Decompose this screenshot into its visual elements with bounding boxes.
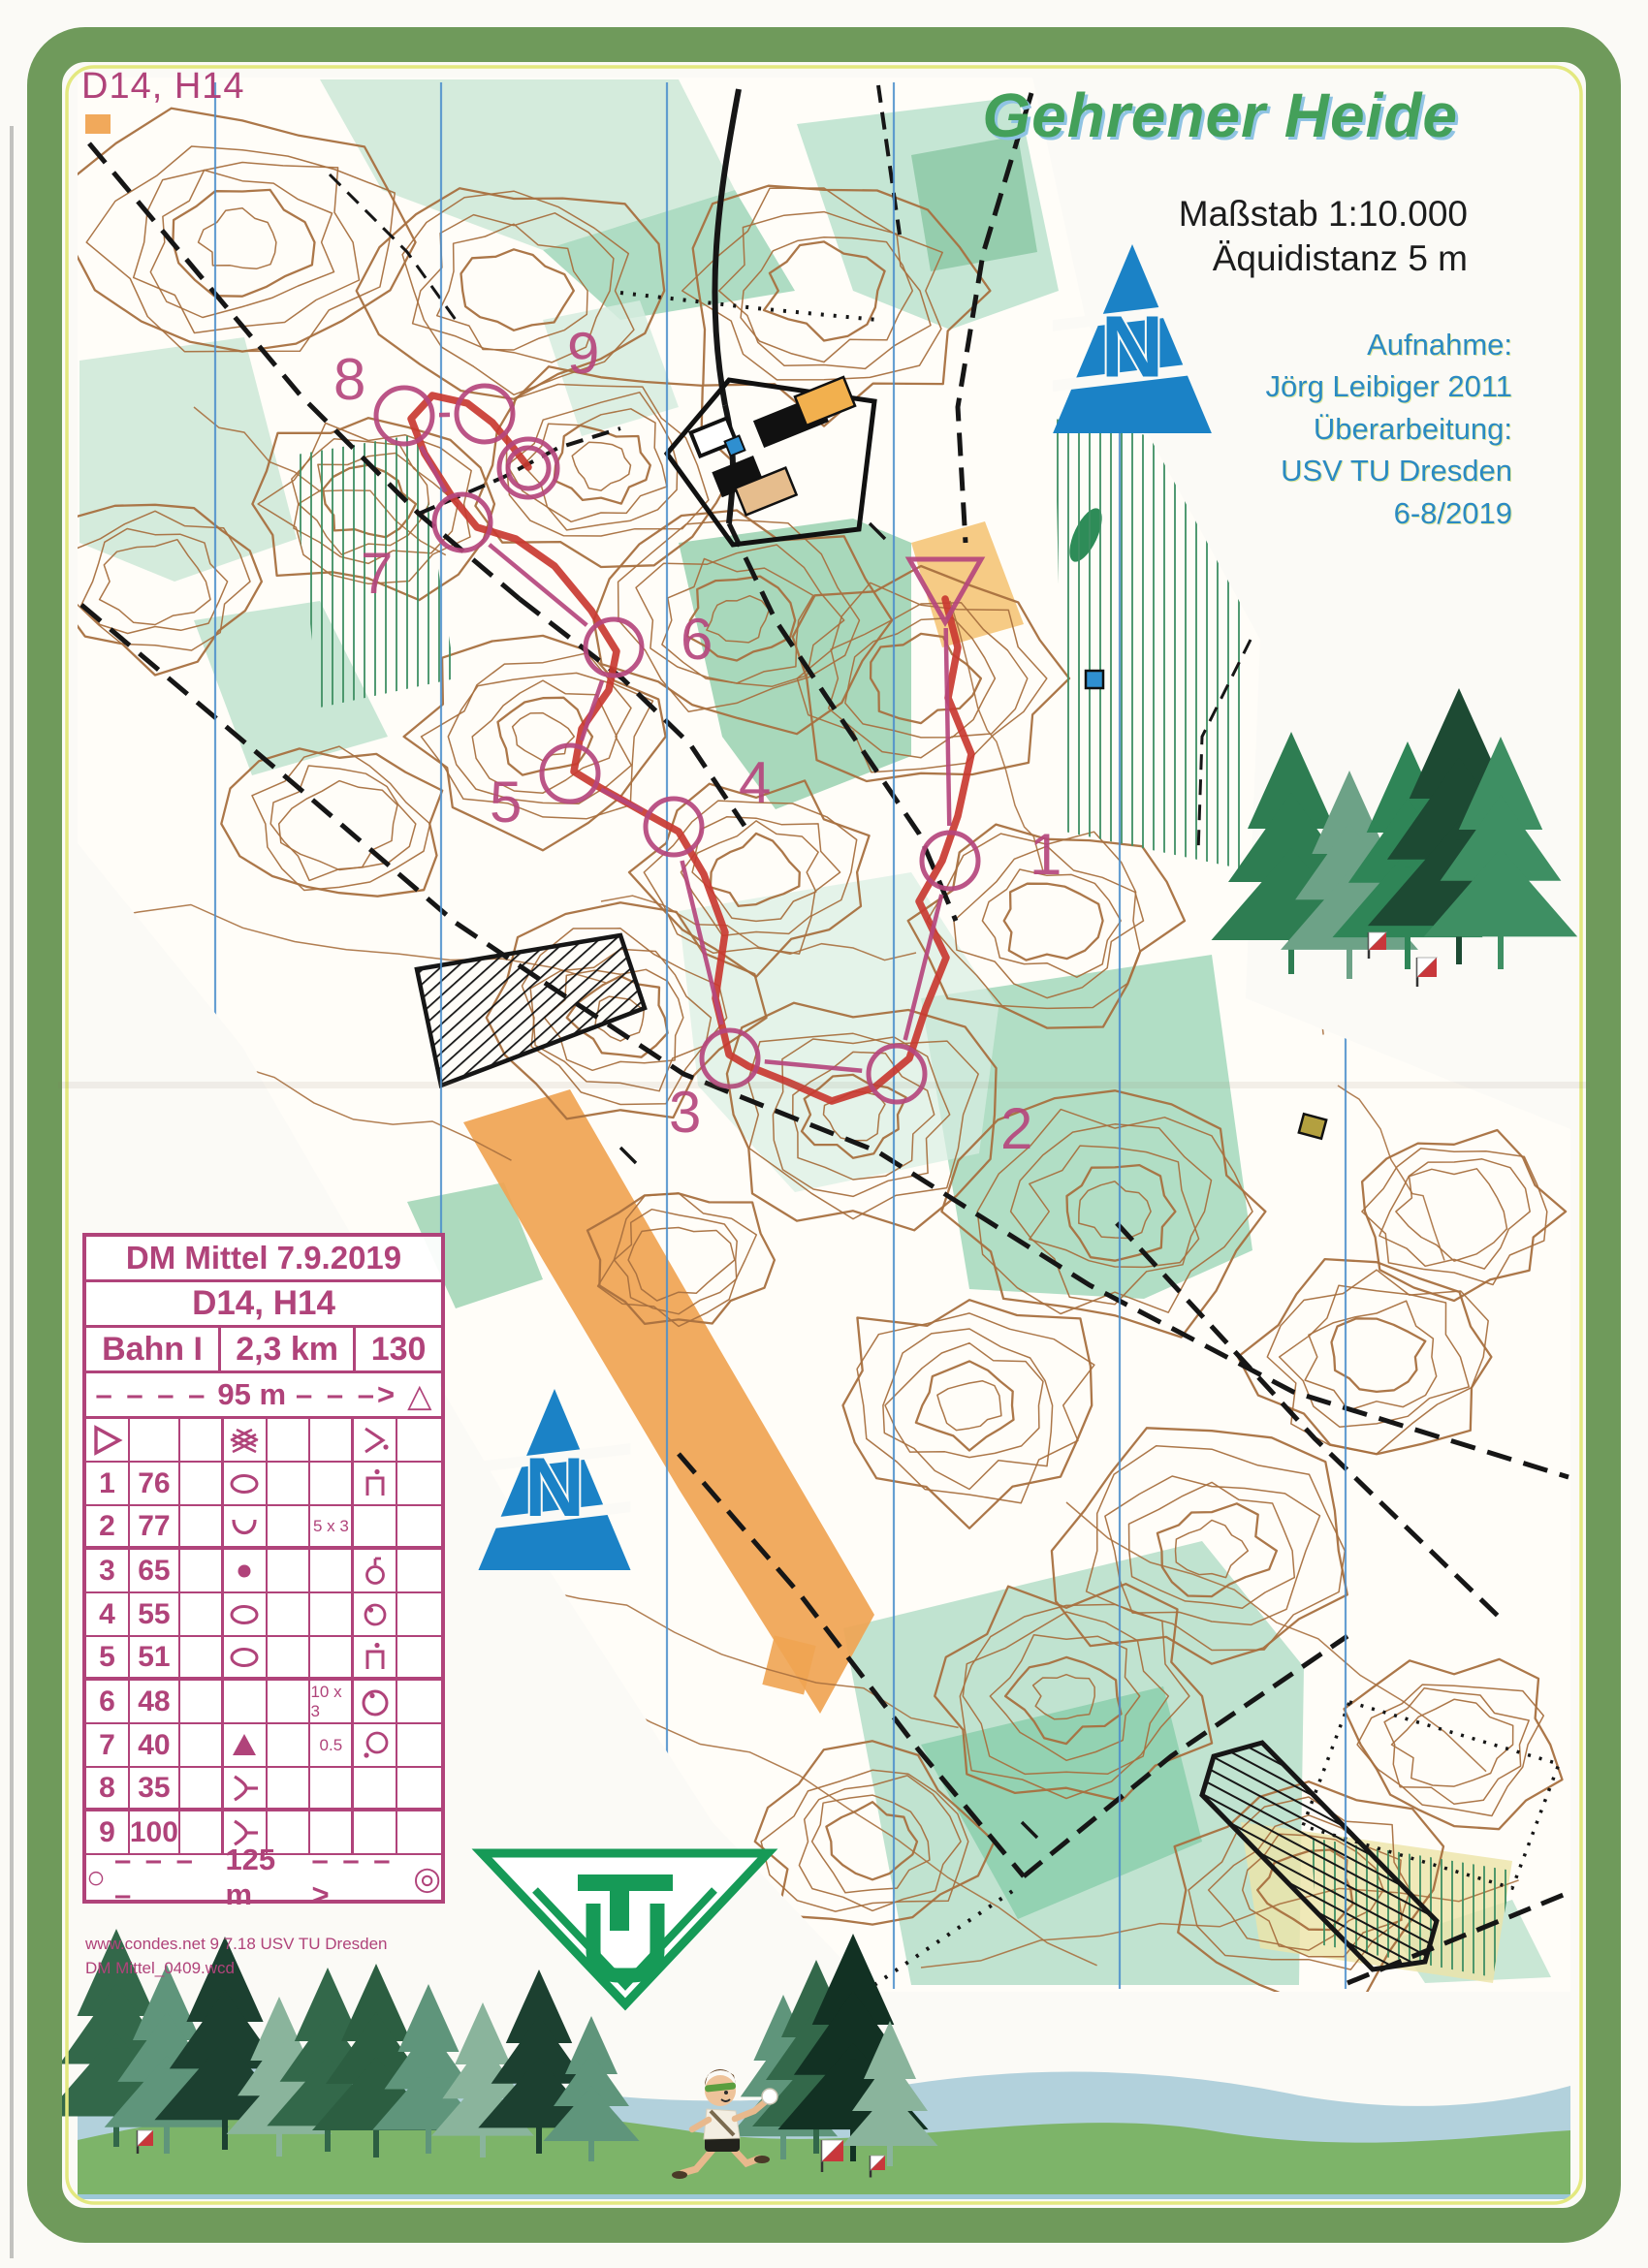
control-row-1-colF [310,1463,354,1506]
control-row-8-colF [310,1768,354,1811]
control-row-3-colA: 3 [86,1550,130,1593]
control-row-6-colG [354,1681,397,1724]
control-row-7-colH [397,1724,441,1768]
credit-line: Überarbeitung: [1313,411,1512,446]
circle-glyph: ○ [86,1859,106,1895]
control-number-7: 7 [361,541,394,606]
u-depression-symbol [225,1507,264,1546]
control-row-4-colD [224,1593,268,1637]
control-row-6-colD [224,1681,268,1724]
control-row-7-colA: 7 [86,1724,130,1768]
footnote-line: DM Mittel_0409.wcd [85,1958,236,1977]
control-row-3-colE [268,1550,311,1593]
startrow-colH [397,1419,441,1463]
scale-block [1179,192,1468,282]
control-row-9-colB: 100 [130,1811,180,1855]
control-row-1-colC [180,1463,224,1506]
credit-line: 6-8/2019 [1393,495,1512,530]
finish-distance: 125 m [225,1843,276,1911]
start-distance-row [86,1373,441,1419]
dash-line2: – – – – [113,1843,196,1911]
control-row-5-colC [180,1637,224,1681]
control-row-4-colA: 4 [86,1593,130,1637]
control-row-5-colG [354,1637,397,1681]
control-row-3-colH [397,1550,441,1593]
ellipse-symbol [225,1638,264,1677]
control-row-2-colC [180,1506,224,1550]
startrow-colG [354,1419,397,1463]
control-row-4-colC [180,1593,224,1637]
finish-distance-row [86,1843,442,1911]
ellipse-symbol [225,1595,264,1634]
control-row-9-colA: 9 [86,1811,130,1855]
control-row-8-colE [268,1768,311,1811]
control-row-5-colA: 5 [86,1637,130,1681]
control-number-6: 6 [681,607,713,672]
control-row-7-colB: 40 [130,1724,180,1768]
card-class: D14, H14 [86,1282,441,1328]
control-row-3-colB: 65 [130,1550,180,1593]
control-row-5-colD [224,1637,268,1681]
control-row-7-colD [224,1724,268,1768]
circle-dot-large-symbol [356,1683,395,1721]
control-row-4-colH [397,1593,441,1637]
footnote-line: www.condes.net 9 7.18 USV TU Dresden [85,1935,388,1953]
hut-symbol [1299,1114,1326,1139]
spur-dot-symbol [356,1421,395,1460]
dash-line: – – – – [95,1377,208,1411]
credit-line: Jörg Leibiger 2011 [1265,369,1512,404]
control-number-5: 5 [490,770,523,835]
control-row-6-colH [397,1681,441,1724]
credit-line: USV TU Dresden [1281,454,1512,488]
control-row-8-colA: 8 [86,1768,130,1811]
control-row-2-colH [397,1506,441,1550]
control-row-4-colB: 55 [130,1593,180,1637]
control-number-3: 3 [669,1080,702,1145]
control-row-3-colF [310,1550,354,1593]
control-row-6-colA: 6 [86,1681,130,1724]
dash-arrow: – – –> [296,1377,398,1411]
control-row-1-colA: 1 [86,1463,130,1506]
control-number-8: 8 [333,347,366,412]
control-row-8-colD [224,1768,268,1811]
control-row-7-colC [180,1724,224,1768]
paper-fold-artifact [58,1082,1590,1088]
control-row-5-colB: 51 [130,1637,180,1681]
control-row-7-colE [268,1724,311,1768]
control-row-1-colB: 76 [130,1463,180,1506]
map-class-label: D14, H14 [81,66,245,107]
control-row-4-colG [354,1593,397,1637]
startrow-colA [86,1419,130,1463]
ruin-symbol [356,1638,395,1677]
map-title: Gehrener Heide [982,80,1458,150]
ellipse-symbol [225,1465,264,1503]
cairn-symbol [225,1726,264,1765]
credit-line: Aufnahme: [1367,328,1512,362]
circle-l-symbol [356,1552,395,1591]
dash-arrow2: – – –> [311,1843,394,1911]
start-triangle-symbol [87,1421,126,1460]
control-row-7-colG [354,1724,397,1768]
control-number-9: 9 [567,321,600,386]
control-row-5-colF [310,1637,354,1681]
control-row-2-colA: 2 [86,1506,130,1550]
course-climb: 130 [370,1330,427,1368]
control-row-3-colG [354,1550,397,1593]
condes-footnote [85,1933,388,1980]
control-row-2-colD [224,1506,268,1550]
control-flag-illustration [1369,932,1386,959]
knoll-dot-symbol [225,1552,264,1591]
course-summary-row [86,1328,441,1373]
startrow-colD [224,1419,268,1463]
startrow-colF [310,1419,354,1463]
control-symbol-grid [86,1419,441,1855]
control-row-1-colG [354,1463,397,1506]
circle-dot-nw-symbol [356,1595,395,1634]
control-row-6-colE [268,1681,311,1724]
equidistance-text: Äquidistanz 5 m [1212,238,1468,279]
control-row-2-colB: 77 [130,1506,180,1550]
control-row-8-colG [354,1768,397,1811]
ruin-symbol [356,1465,395,1503]
scan-edge-artifact [10,126,14,2258]
tree-cluster-right [1212,688,1578,987]
event-title: DM Mittel 7.9.2019 [86,1237,441,1282]
control-row-6-colC [180,1681,224,1724]
scale-text: Maßstab 1:10.000 [1178,194,1468,234]
control-row-6-colF: 10 x 3 [310,1681,354,1724]
junction-symbol [225,1769,264,1808]
control-row-4-colE [268,1593,311,1637]
control-row-2-colG [354,1506,397,1550]
control-row-1-colD [224,1463,268,1506]
control-row-5-colH [397,1637,441,1681]
course-name: Bahn I [86,1328,221,1370]
north-letter: N [523,1440,586,1534]
control-row-1-colH [397,1463,441,1506]
control-number-1: 1 [1030,822,1062,887]
control-row-4-colF [310,1593,354,1637]
control-row-1-colE [268,1463,311,1506]
control-row-7-colF: 0.5 [310,1724,354,1768]
control-row-8-colC [180,1768,224,1811]
course-length: 2,3 km [221,1328,356,1370]
finish-glyph: ◎ [413,1859,442,1896]
control-row-6-colB: 48 [130,1681,180,1724]
control-row-2-colE [268,1506,311,1550]
control-flag-illustration [1417,958,1437,987]
startrow-colC [180,1419,224,1463]
start-triangle-glyph: △ [407,1376,432,1413]
control-number-4: 4 [739,750,772,815]
thicket-symbol [225,1421,264,1460]
startrow-colE [268,1419,311,1463]
north-letter: N [1100,299,1164,396]
control-description-card [82,1233,445,1911]
control-row-8-colH [397,1768,441,1811]
control-row-8-colB: 35 [130,1768,180,1811]
control-row-3-colD [224,1550,268,1593]
control-row-3-colC [180,1550,224,1593]
startrow-colB [130,1419,180,1463]
control-row-5-colE [268,1637,311,1681]
start-distance: 95 m [217,1377,287,1411]
water-tank-symbol [1086,671,1103,688]
control-row-2-colF: 5 x 3 [310,1506,354,1550]
circle-dot-sw-symbol [356,1726,395,1765]
tu-club-logo [482,1853,768,2004]
credits-block [1266,324,1513,534]
control-number-2: 2 [1000,1096,1033,1161]
